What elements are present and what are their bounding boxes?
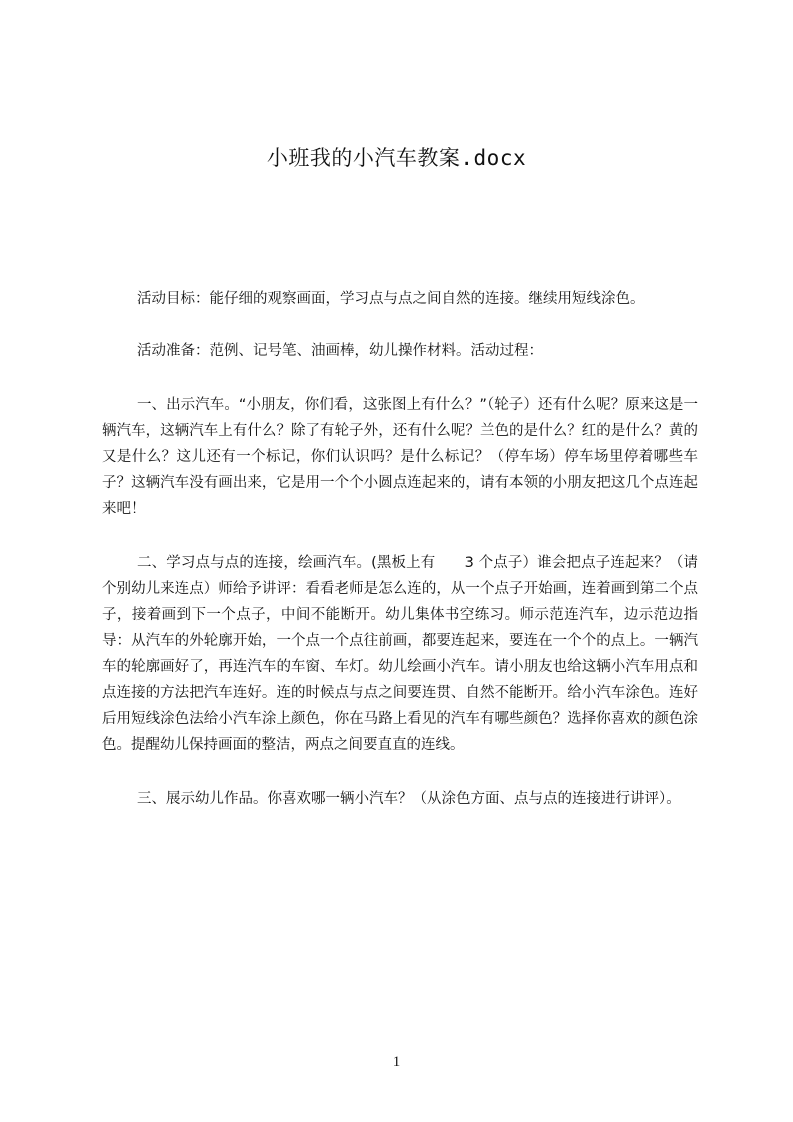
paragraph-step-two: 二、学习点与点的连接，绘画汽车。(黑板上有 3 个点子）谁会把点子连起来？（请个别幼儿来连点）师给予讲评：看看老师是怎么连的，从一个点子开始画，连着画到第二个点子，接着画到下一个点子，中间不能断开。幼儿集体书空练习。师示范连汽车，边示范边指导：从汽车的外轮廓开始，一个点一个点往前画，都要连起来，要连在一个个的点上。一辆汽车的轮廓画好了，再连汽车的车窗、车灯。幼儿绘画小汽车。请小朋友也给这辆小汽车用点和点连接的方法把汽车连好。连的时候点与点之间要连贯、自然不能断开。给小汽车涂色。连好后用短线涂色法给小汽车涂上颜色，你在马路上看见的汽车有哪些颜色？选择你喜欢的颜色涂色。提醒幼儿保持画面的整洁，两点之间要直直的连线。 xyxy=(102,555,698,753)
document-title: 小班我的小汽车教案.docx xyxy=(266,146,527,170)
paragraph-objective: 活动目标：能仔细的观察画面，学习点与点之间自然的连接。继续用短线涂色。 xyxy=(137,291,645,307)
page-number: 1 xyxy=(392,1054,401,1070)
paragraph-preparation: 活动准备：范例、记号笔、油画棒，幼儿操作材料。活动过程： xyxy=(137,343,543,359)
paragraph-step-three: 三、展示幼儿作品。你喜欢哪一辆小汽车？（从涂色方面、点与点的连接进行讲评）。 xyxy=(137,791,681,807)
document-body xyxy=(102,286,698,840)
paragraph-step-one: 一、出示汽车。“小朋友，你们看，这张图上有什么？”（轮子）还有什么呢？原来这是一辆汽车，这辆汽车上有什么？除了有轮子外，还有什么呢？兰色的是什么？红的是什么？黄的又是什么？这儿还有一个标记，你们认识吗？是什么标记？（停车场）停车场里停着哪些车子？这辆汽车没有画出来，它是用一个个小圆点连起来的，请有本领的小朋友把这几个点连起来吧！ xyxy=(102,397,698,517)
